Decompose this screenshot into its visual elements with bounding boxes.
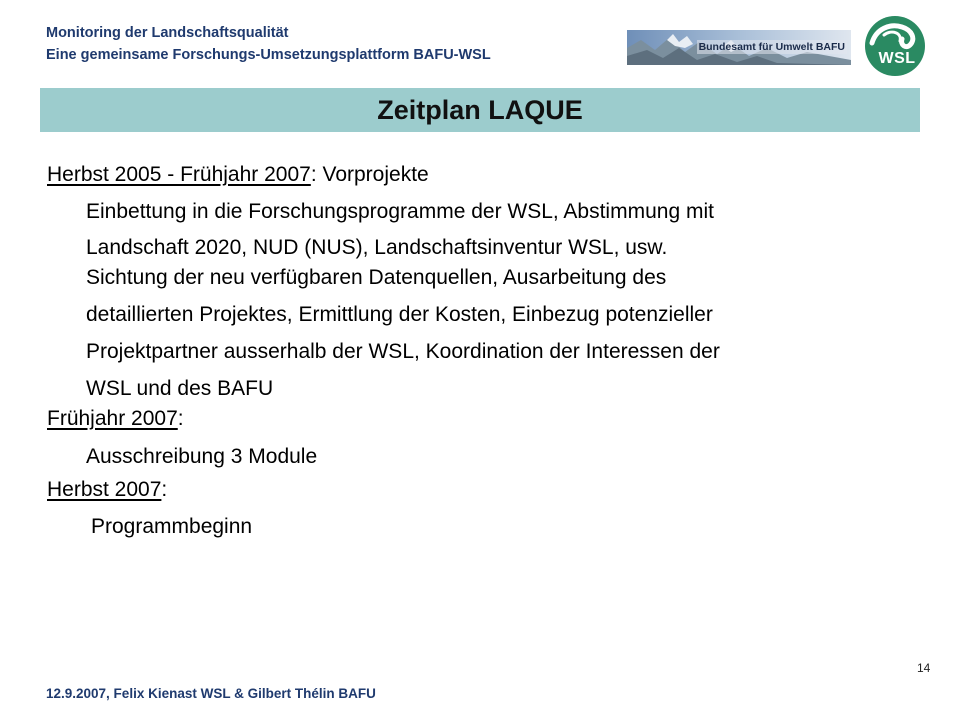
title-bar bbox=[40, 88, 920, 132]
body-line: Einbettung in die Forschungsprogramme der WSL, Abstimmung mit bbox=[86, 200, 714, 223]
body-line: Ausschreibung 3 Module bbox=[86, 445, 318, 468]
slide-title: Zeitplan LAQUE bbox=[377, 94, 583, 125]
banner-text: Bundesamt für Umwelt BAFU bbox=[698, 41, 845, 53]
body-line: Programmbeginn bbox=[91, 515, 253, 538]
body-line: Sichtung der neu verfügbaren Datenquellen, Ausarbeitung des bbox=[86, 266, 667, 289]
footer: 12.9.2007, Felix Kienast WSL & Gilbert Thélin BAFU bbox=[46, 686, 376, 701]
header-line-2: Eine gemeinsame Forschungs-Umsetzungsplattform BAFU-WSL bbox=[46, 47, 491, 63]
body-line: WSL und des BAFU bbox=[86, 377, 274, 400]
bafu-banner bbox=[627, 30, 851, 65]
section-heading bbox=[47, 408, 184, 429]
body-line: Projektpartner ausserhalb der WSL, Koordination der Interessen der bbox=[86, 340, 720, 363]
section-heading-rest: : bbox=[161, 478, 168, 501]
section-period: Frühjahr 2007 bbox=[47, 407, 178, 430]
section-heading bbox=[47, 164, 429, 185]
section-heading-rest: : bbox=[177, 407, 184, 430]
wsl-logo-text: WSL bbox=[878, 50, 916, 67]
section-period: Herbst 2005 - Frühjahr 2007 bbox=[47, 163, 311, 186]
body-line: detaillierten Projektes, Ermittlung der Kosten, Einbezug potenzieller bbox=[86, 303, 713, 326]
body-line: Landschaft 2020, NUD (NUS), Landschaftsinventur WSL, usw. bbox=[86, 236, 668, 259]
section-heading bbox=[47, 479, 167, 500]
section-heading-rest: : Vorprojekte bbox=[310, 163, 429, 186]
section-period: Herbst 2007 bbox=[47, 478, 162, 501]
page-number: 14 bbox=[917, 661, 931, 675]
header-line-1: Monitoring der Landschaftsqualität bbox=[46, 25, 289, 41]
